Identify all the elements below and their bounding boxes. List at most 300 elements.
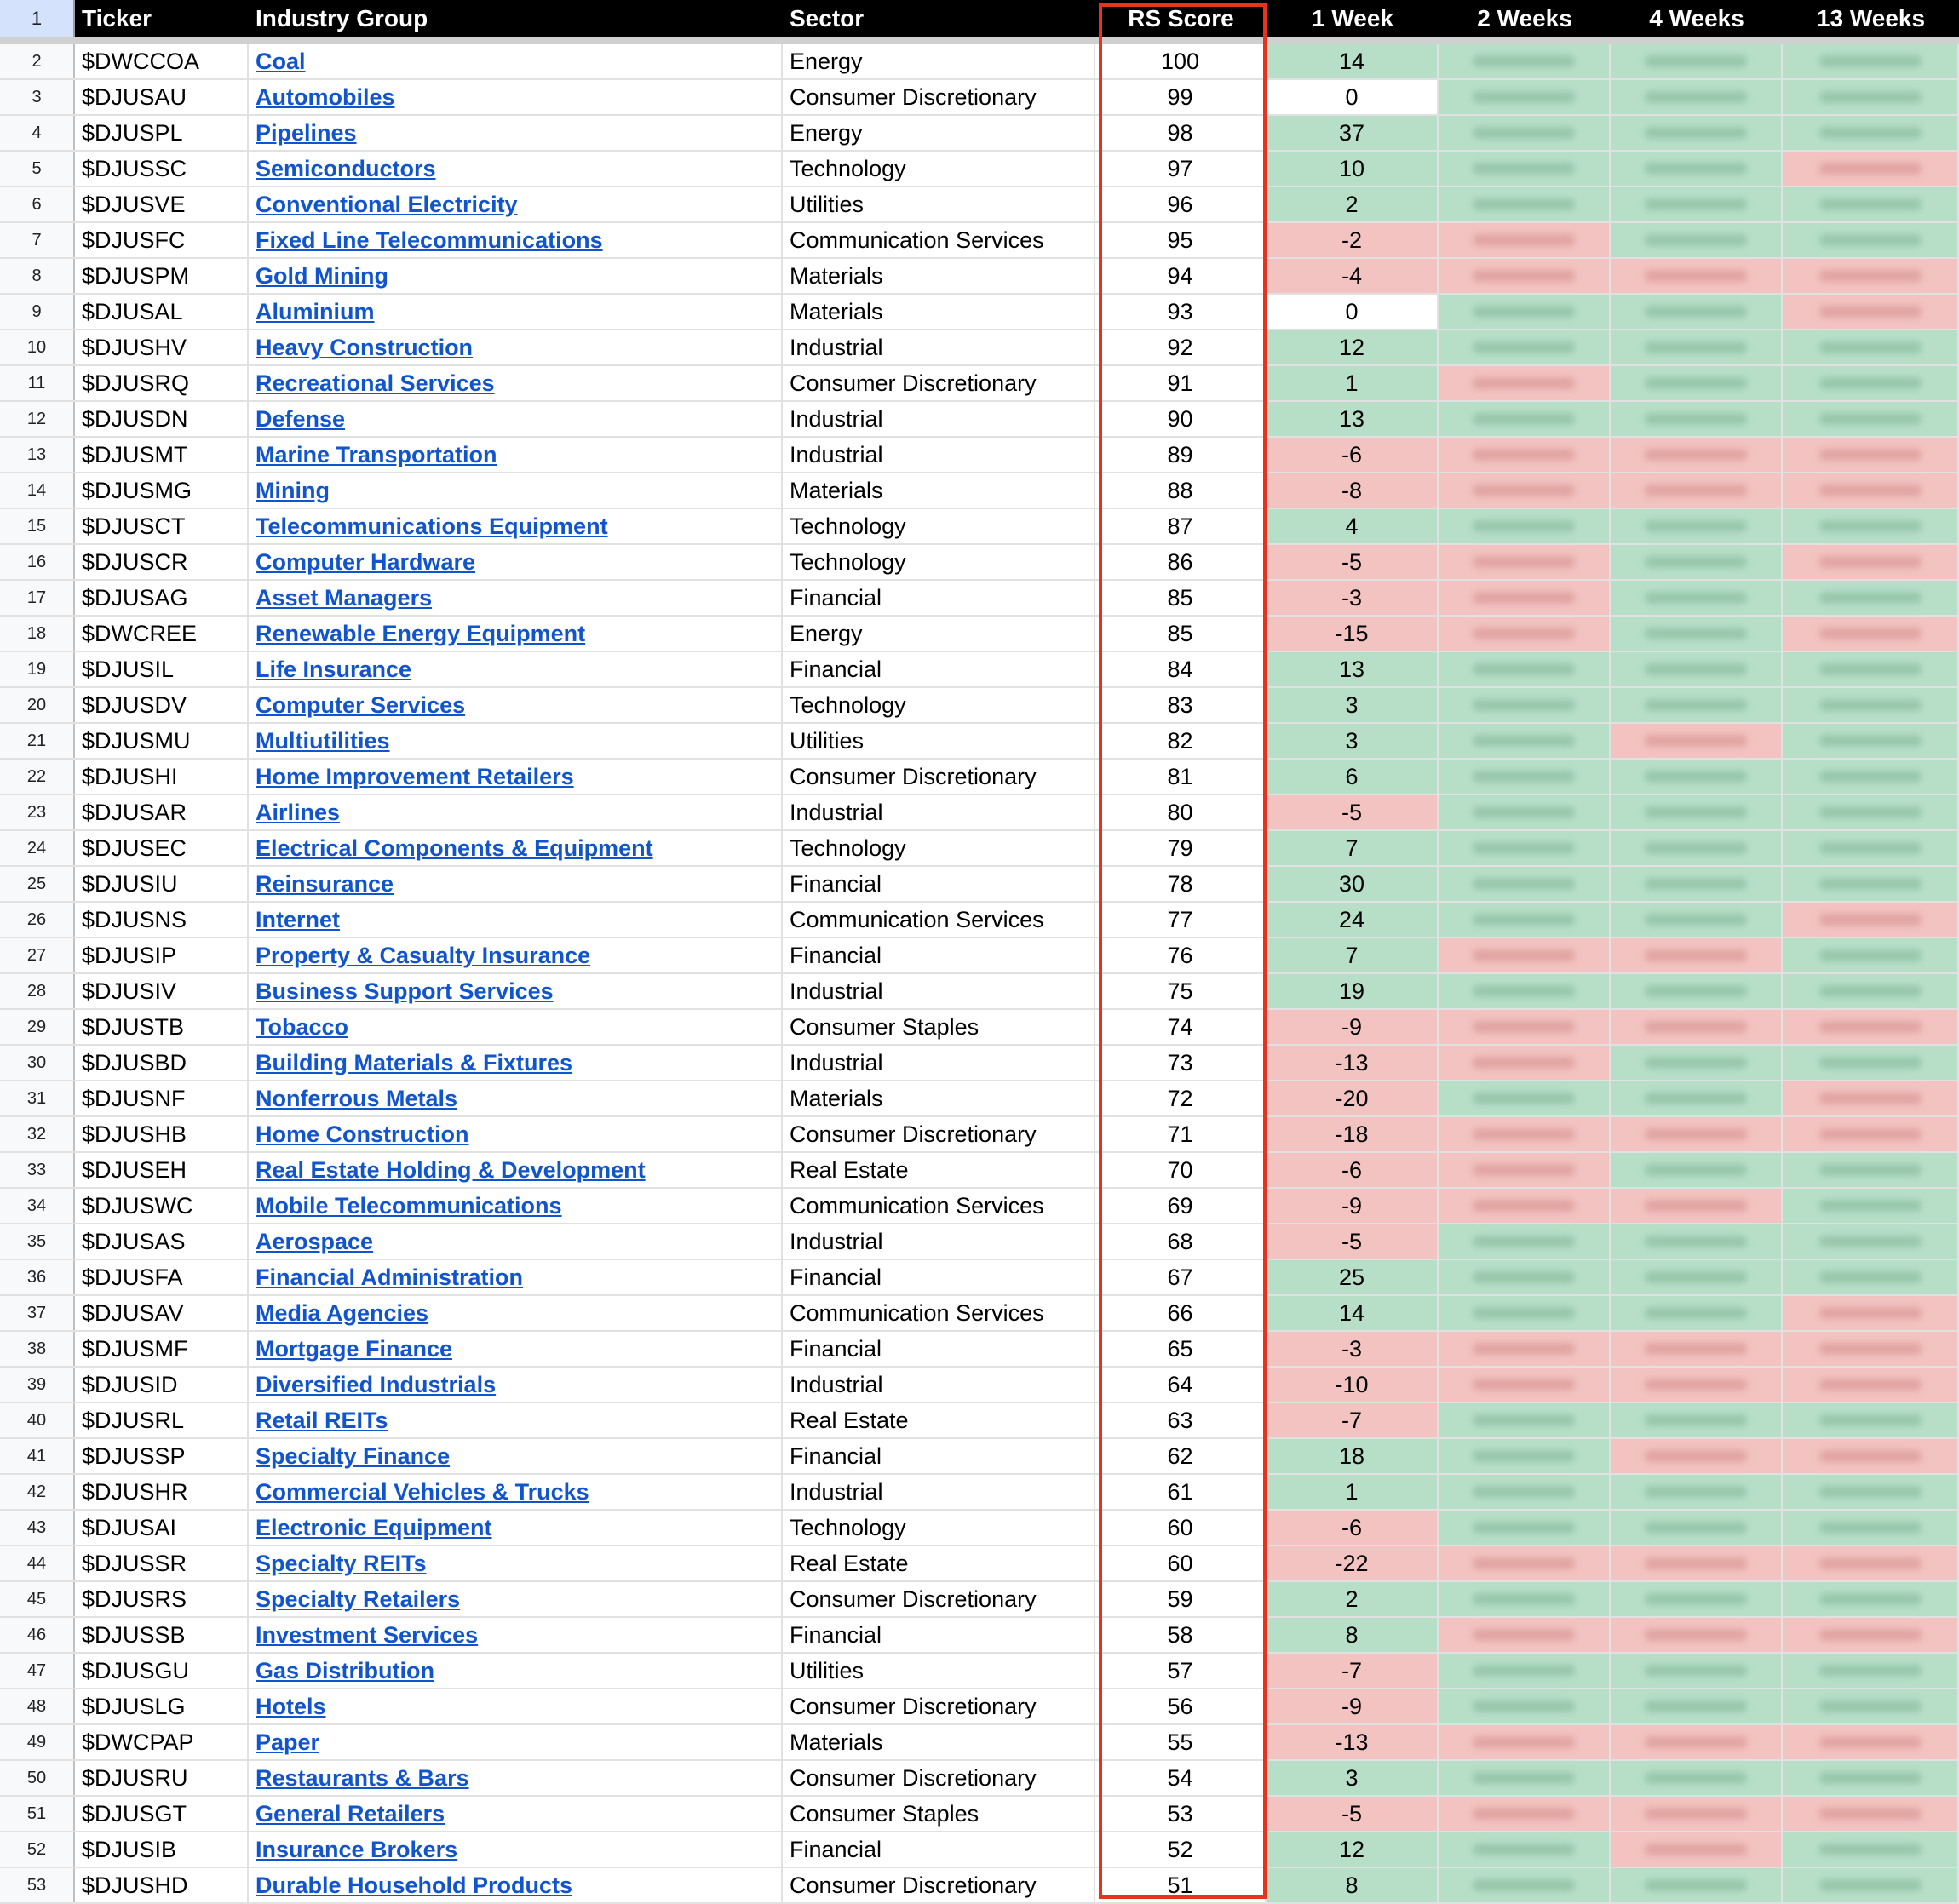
row-number[interactable]: 50 — [0, 1761, 75, 1795]
thirteen-week-change-cell-redacted[interactable] — [1783, 545, 1959, 579]
industry-group-cell[interactable] — [249, 760, 783, 794]
four-week-change-cell-redacted[interactable] — [1611, 1260, 1783, 1294]
industry-group-link[interactable]: Internet — [256, 907, 341, 932]
industry-group-link[interactable]: Coal — [256, 49, 306, 74]
one-week-change-cell[interactable]: 24 — [1267, 903, 1439, 937]
row-number[interactable]: 44 — [0, 1546, 75, 1580]
four-week-change-cell-redacted[interactable] — [1611, 831, 1783, 865]
four-week-change-cell-redacted[interactable] — [1611, 1832, 1783, 1867]
ticker-cell[interactable]: $DJUSRL — [75, 1403, 249, 1437]
industry-group-link[interactable]: Multiutilities — [256, 728, 390, 754]
rs-score-cell[interactable]: 100 — [1095, 44, 1267, 78]
four-week-change-cell-redacted[interactable] — [1611, 259, 1783, 293]
sector-cell[interactable]: Real Estate — [783, 1403, 1095, 1437]
ticker-cell[interactable]: $DJUSAU — [75, 80, 249, 114]
industry-group-cell[interactable] — [249, 1260, 783, 1294]
industry-group-cell[interactable] — [249, 1439, 783, 1473]
row-number[interactable]: 29 — [0, 1010, 75, 1044]
thirteen-week-change-cell-redacted[interactable] — [1783, 152, 1959, 186]
thirteen-week-change-cell-redacted[interactable] — [1783, 1475, 1959, 1509]
four-week-change-cell-redacted[interactable] — [1611, 402, 1783, 436]
row-number[interactable]: 12 — [0, 402, 75, 436]
thirteen-week-change-cell-redacted[interactable] — [1783, 831, 1959, 865]
sector-cell[interactable]: Energy — [783, 116, 1095, 150]
sector-cell[interactable]: Technology — [783, 1511, 1095, 1545]
sector-cell[interactable]: Energy — [783, 44, 1095, 78]
four-week-change-cell-redacted[interactable] — [1611, 688, 1783, 722]
row-number[interactable]: 5 — [0, 152, 75, 186]
four-week-change-cell-redacted[interactable] — [1611, 116, 1783, 150]
industry-group-link[interactable]: Restaurants & Bars — [256, 1765, 469, 1791]
industry-group-link[interactable]: Electronic Equipment — [256, 1515, 492, 1540]
industry-group-link[interactable]: General Retailers — [256, 1801, 445, 1827]
rs-score-cell[interactable]: 52 — [1095, 1832, 1267, 1867]
ticker-cell[interactable]: $DWCREE — [75, 617, 249, 651]
industry-group-link[interactable]: Mining — [256, 478, 330, 503]
one-week-change-cell[interactable]: -9 — [1267, 1010, 1439, 1044]
industry-group-cell[interactable] — [249, 1368, 783, 1402]
sector-cell[interactable]: Real Estate — [783, 1153, 1095, 1187]
two-week-change-cell-redacted[interactable] — [1439, 1654, 1611, 1688]
ticker-cell[interactable]: $DJUSIV — [75, 974, 249, 1008]
ticker-cell[interactable]: $DJUSRQ — [75, 366, 249, 400]
thirteen-week-change-cell-redacted[interactable] — [1783, 1546, 1959, 1580]
rs-score-cell[interactable]: 90 — [1095, 402, 1267, 436]
one-week-change-cell[interactable]: -15 — [1267, 617, 1439, 651]
thirteen-week-change-cell-redacted[interactable] — [1783, 1296, 1959, 1330]
one-week-change-cell[interactable]: 12 — [1267, 1832, 1439, 1867]
rs-score-cell[interactable]: 53 — [1095, 1797, 1267, 1831]
row-number[interactable]: 39 — [0, 1368, 75, 1402]
one-week-change-cell[interactable]: 1 — [1267, 366, 1439, 400]
industry-group-cell[interactable] — [249, 867, 783, 901]
column-header-4-weeks[interactable]: 4 Weeks — [1649, 5, 1744, 32]
industry-group-cell[interactable] — [249, 724, 783, 758]
one-week-change-cell[interactable]: 19 — [1267, 974, 1439, 1008]
industry-group-cell[interactable] — [249, 152, 783, 186]
industry-group-link[interactable]: Commercial Vehicles & Trucks — [256, 1479, 589, 1505]
one-week-change-cell[interactable]: 25 — [1267, 1260, 1439, 1294]
four-week-change-cell-redacted[interactable] — [1611, 1403, 1783, 1437]
one-week-change-cell[interactable]: 8 — [1267, 1618, 1439, 1652]
four-week-change-cell-redacted[interactable] — [1611, 1546, 1783, 1580]
industry-group-link[interactable]: Paper — [256, 1729, 320, 1755]
industry-group-link[interactable]: Electrical Components & Equipment — [256, 835, 653, 861]
industry-group-cell[interactable] — [249, 652, 783, 686]
sector-cell[interactable]: Consumer Discretionary — [783, 1868, 1095, 1902]
one-week-change-cell[interactable]: -3 — [1267, 581, 1439, 615]
four-week-change-cell-redacted[interactable] — [1611, 295, 1783, 329]
industry-group-cell[interactable] — [249, 1546, 783, 1580]
thirteen-week-change-cell-redacted[interactable] — [1783, 974, 1959, 1008]
row-number[interactable]: 40 — [0, 1403, 75, 1437]
two-week-change-cell-redacted[interactable] — [1439, 1332, 1611, 1366]
thirteen-week-change-cell-redacted[interactable] — [1783, 116, 1959, 150]
row-number[interactable]: 48 — [0, 1689, 75, 1723]
one-week-change-cell[interactable]: 14 — [1267, 1296, 1439, 1330]
row-number[interactable]: 43 — [0, 1511, 75, 1545]
rs-score-cell[interactable]: 76 — [1095, 938, 1267, 972]
industry-group-cell[interactable] — [249, 795, 783, 829]
row-number[interactable]: 8 — [0, 259, 75, 293]
industry-group-cell[interactable] — [249, 473, 783, 508]
industry-group-link[interactable]: Heavy Construction — [256, 335, 474, 360]
industry-group-cell[interactable] — [249, 366, 783, 400]
sector-cell[interactable]: Industrial — [783, 1046, 1095, 1080]
two-week-change-cell-redacted[interactable] — [1439, 938, 1611, 972]
four-week-change-cell-redacted[interactable] — [1611, 44, 1783, 78]
thirteen-week-change-cell-redacted[interactable] — [1783, 1832, 1959, 1867]
industry-group-cell[interactable] — [249, 1332, 783, 1366]
row-number[interactable]: 17 — [0, 581, 75, 615]
industry-group-cell[interactable] — [249, 1689, 783, 1723]
one-week-change-cell[interactable]: -20 — [1267, 1081, 1439, 1115]
sector-cell[interactable]: Utilities — [783, 1654, 1095, 1688]
industry-group-link[interactable]: Home Improvement Retailers — [256, 764, 574, 789]
thirteen-week-change-cell-redacted[interactable] — [1783, 1260, 1959, 1294]
industry-group-cell[interactable] — [249, 80, 783, 114]
two-week-change-cell-redacted[interactable] — [1439, 402, 1611, 436]
thirteen-week-change-cell-redacted[interactable] — [1783, 1868, 1959, 1902]
ticker-cell[interactable]: $DJUSFA — [75, 1260, 249, 1294]
four-week-change-cell-redacted[interactable] — [1611, 330, 1783, 364]
thirteen-week-change-cell-redacted[interactable] — [1783, 1117, 1959, 1151]
sector-cell[interactable]: Consumer Discretionary — [783, 1761, 1095, 1795]
one-week-change-cell[interactable]: 3 — [1267, 724, 1439, 758]
four-week-change-cell-redacted[interactable] — [1611, 1582, 1783, 1616]
industry-group-cell[interactable] — [249, 1868, 783, 1902]
industry-group-link[interactable]: Home Construction — [256, 1121, 469, 1147]
sector-cell[interactable]: Consumer Staples — [783, 1797, 1095, 1831]
rs-score-cell[interactable]: 98 — [1095, 116, 1267, 150]
ticker-cell[interactable]: $DJUSMG — [75, 473, 249, 508]
row-number[interactable]: 35 — [0, 1224, 75, 1259]
rs-score-cell[interactable]: 87 — [1095, 509, 1267, 543]
two-week-change-cell-redacted[interactable] — [1439, 1010, 1611, 1044]
row-number[interactable]: 27 — [0, 938, 75, 972]
rs-score-cell[interactable]: 51 — [1095, 1868, 1267, 1902]
row-number[interactable]: 42 — [0, 1475, 75, 1509]
two-week-change-cell-redacted[interactable] — [1439, 509, 1611, 543]
industry-group-link[interactable]: Diversified Industrials — [256, 1372, 497, 1397]
industry-group-cell[interactable] — [249, 1832, 783, 1867]
one-week-change-cell[interactable]: 6 — [1267, 760, 1439, 794]
four-week-change-cell-redacted[interactable] — [1611, 1117, 1783, 1151]
row-number[interactable]: 4 — [0, 116, 75, 150]
thirteen-week-change-cell-redacted[interactable] — [1783, 295, 1959, 329]
rs-score-cell[interactable]: 71 — [1095, 1117, 1267, 1151]
rs-score-cell[interactable]: 60 — [1095, 1546, 1267, 1580]
industry-group-cell[interactable] — [249, 259, 783, 293]
two-week-change-cell-redacted[interactable] — [1439, 1368, 1611, 1402]
industry-group-link[interactable]: Tobacco — [256, 1014, 349, 1040]
industry-group-link[interactable]: Conventional Electricity — [256, 192, 518, 217]
two-week-change-cell-redacted[interactable] — [1439, 1761, 1611, 1795]
rs-score-cell[interactable]: 83 — [1095, 688, 1267, 722]
thirteen-week-change-cell-redacted[interactable] — [1783, 867, 1959, 901]
ticker-cell[interactable]: $DJUSNF — [75, 1081, 249, 1115]
industry-group-link[interactable]: Mortgage Finance — [256, 1336, 453, 1362]
industry-group-link[interactable]: Pipelines — [256, 120, 357, 146]
four-week-change-cell-redacted[interactable] — [1611, 760, 1783, 794]
row-number[interactable]: 33 — [0, 1153, 75, 1187]
sector-cell[interactable]: Financial — [783, 867, 1095, 901]
one-week-change-cell[interactable]: -2 — [1267, 223, 1439, 257]
industry-group-cell[interactable] — [249, 1010, 783, 1044]
thirteen-week-change-cell-redacted[interactable] — [1783, 366, 1959, 400]
two-week-change-cell-redacted[interactable] — [1439, 1296, 1611, 1330]
rs-score-cell[interactable]: 63 — [1095, 1403, 1267, 1437]
two-week-change-cell-redacted[interactable] — [1439, 903, 1611, 937]
one-week-change-cell[interactable]: 30 — [1267, 867, 1439, 901]
four-week-change-cell-redacted[interactable] — [1611, 80, 1783, 114]
sector-cell[interactable]: Industrial — [783, 974, 1095, 1008]
two-week-change-cell-redacted[interactable] — [1439, 438, 1611, 472]
four-week-change-cell-redacted[interactable] — [1611, 795, 1783, 829]
one-week-change-cell[interactable]: 13 — [1267, 402, 1439, 436]
sector-cell[interactable]: Technology — [783, 831, 1095, 865]
ticker-cell[interactable]: $DJUSCT — [75, 509, 249, 543]
thirteen-week-change-cell-redacted[interactable] — [1783, 1654, 1959, 1688]
row-number[interactable]: 34 — [0, 1189, 75, 1223]
row-number[interactable]: 36 — [0, 1260, 75, 1294]
one-week-change-cell[interactable]: -7 — [1267, 1403, 1439, 1437]
rs-score-cell[interactable]: 65 — [1095, 1332, 1267, 1366]
one-week-change-cell[interactable]: 4 — [1267, 509, 1439, 543]
sector-cell[interactable]: Utilities — [783, 187, 1095, 221]
thirteen-week-change-cell-redacted[interactable] — [1783, 1761, 1959, 1795]
rs-score-cell[interactable]: 64 — [1095, 1368, 1267, 1402]
row-number[interactable]: 28 — [0, 974, 75, 1008]
industry-group-cell[interactable] — [249, 1654, 783, 1688]
row-number[interactable]: 46 — [0, 1618, 75, 1652]
sector-cell[interactable]: Consumer Discretionary — [783, 80, 1095, 114]
thirteen-week-change-cell-redacted[interactable] — [1783, 581, 1959, 615]
rs-score-cell[interactable]: 54 — [1095, 1761, 1267, 1795]
sector-cell[interactable]: Materials — [783, 1725, 1095, 1759]
thirteen-week-change-cell-redacted[interactable] — [1783, 1010, 1959, 1044]
rs-score-cell[interactable]: 91 — [1095, 366, 1267, 400]
sector-cell[interactable]: Materials — [783, 1081, 1095, 1115]
industry-group-link[interactable]: Property & Casualty Insurance — [256, 943, 591, 968]
ticker-cell[interactable]: $DJUSHD — [75, 1868, 249, 1902]
one-week-change-cell[interactable]: 2 — [1267, 1582, 1439, 1616]
sector-cell[interactable]: Energy — [783, 617, 1095, 651]
one-week-change-cell[interactable]: -8 — [1267, 473, 1439, 508]
ticker-cell[interactable]: $DJUSTB — [75, 1010, 249, 1044]
sector-cell[interactable]: Communication Services — [783, 1296, 1095, 1330]
industry-group-cell[interactable] — [249, 1117, 783, 1151]
industry-group-cell[interactable] — [249, 1046, 783, 1080]
thirteen-week-change-cell-redacted[interactable] — [1783, 402, 1959, 436]
two-week-change-cell-redacted[interactable] — [1439, 1224, 1611, 1259]
row-number[interactable]: 14 — [0, 473, 75, 508]
ticker-cell[interactable]: $DJUSHB — [75, 1117, 249, 1151]
rs-score-cell[interactable]: 68 — [1095, 1224, 1267, 1259]
industry-group-link[interactable]: Defense — [256, 406, 346, 432]
row-number[interactable]: 22 — [0, 760, 75, 794]
one-week-change-cell[interactable]: -7 — [1267, 1654, 1439, 1688]
two-week-change-cell-redacted[interactable] — [1439, 187, 1611, 221]
ticker-cell[interactable]: $DJUSSB — [75, 1618, 249, 1652]
sector-cell[interactable]: Technology — [783, 509, 1095, 543]
two-week-change-cell-redacted[interactable] — [1439, 223, 1611, 257]
row-number[interactable]: 11 — [0, 366, 75, 400]
row-number[interactable]: 18 — [0, 617, 75, 651]
one-week-change-cell[interactable]: 13 — [1267, 652, 1439, 686]
sector-cell[interactable]: Technology — [783, 152, 1095, 186]
industry-group-cell[interactable] — [249, 617, 783, 651]
four-week-change-cell-redacted[interactable] — [1611, 617, 1783, 651]
thirteen-week-change-cell-redacted[interactable] — [1783, 1439, 1959, 1473]
industry-group-link[interactable]: Specialty REITs — [256, 1551, 427, 1576]
thirteen-week-change-cell-redacted[interactable] — [1783, 259, 1959, 293]
rs-score-cell[interactable]: 55 — [1095, 1725, 1267, 1759]
two-week-change-cell-redacted[interactable] — [1439, 867, 1611, 901]
rs-score-cell[interactable]: 56 — [1095, 1689, 1267, 1723]
rs-score-cell[interactable]: 94 — [1095, 259, 1267, 293]
two-week-change-cell-redacted[interactable] — [1439, 473, 1611, 508]
sector-cell[interactable]: Industrial — [783, 438, 1095, 472]
industry-group-cell[interactable] — [249, 295, 783, 329]
sector-cell[interactable]: Consumer Staples — [783, 1010, 1095, 1044]
one-week-change-cell[interactable]: 0 — [1267, 295, 1439, 329]
row-number-header[interactable]: 1 — [0, 0, 75, 37]
row-number[interactable]: 32 — [0, 1117, 75, 1151]
four-week-change-cell-redacted[interactable] — [1611, 1046, 1783, 1080]
industry-group-link[interactable]: Aluminium — [256, 299, 375, 324]
industry-group-link[interactable]: Investment Services — [256, 1622, 479, 1648]
column-header-2-weeks[interactable]: 2 Weeks — [1477, 5, 1572, 32]
rs-score-cell[interactable]: 70 — [1095, 1153, 1267, 1187]
four-week-change-cell-redacted[interactable] — [1611, 938, 1783, 972]
ticker-cell[interactable]: $DJUSAG — [75, 581, 249, 615]
two-week-change-cell-redacted[interactable] — [1439, 1618, 1611, 1652]
industry-group-link[interactable]: Gas Distribution — [256, 1658, 435, 1683]
rs-score-cell[interactable]: 96 — [1095, 187, 1267, 221]
industry-group-link[interactable]: Gold Mining — [256, 263, 388, 289]
rs-score-cell[interactable]: 57 — [1095, 1654, 1267, 1688]
rs-score-cell[interactable]: 61 — [1095, 1475, 1267, 1509]
row-number[interactable]: 6 — [0, 187, 75, 221]
four-week-change-cell-redacted[interactable] — [1611, 1797, 1783, 1831]
thirteen-week-change-cell-redacted[interactable] — [1783, 795, 1959, 829]
industry-group-cell[interactable] — [249, 1511, 783, 1545]
one-week-change-cell[interactable]: -6 — [1267, 438, 1439, 472]
thirteen-week-change-cell-redacted[interactable] — [1783, 1618, 1959, 1652]
two-week-change-cell-redacted[interactable] — [1439, 760, 1611, 794]
rs-score-cell[interactable]: 58 — [1095, 1618, 1267, 1652]
rs-score-cell[interactable]: 89 — [1095, 438, 1267, 472]
industry-group-link[interactable]: Automobiles — [256, 84, 395, 110]
sector-cell[interactable]: Technology — [783, 545, 1095, 579]
row-number[interactable]: 47 — [0, 1654, 75, 1688]
industry-group-link[interactable]: Computer Services — [256, 692, 466, 718]
industry-group-cell[interactable] — [249, 974, 783, 1008]
thirteen-week-change-cell-redacted[interactable] — [1783, 1224, 1959, 1259]
ticker-cell[interactable]: $DJUSIB — [75, 1832, 249, 1867]
two-week-change-cell-redacted[interactable] — [1439, 1546, 1611, 1580]
four-week-change-cell-redacted[interactable] — [1611, 1368, 1783, 1402]
two-week-change-cell-redacted[interactable] — [1439, 1046, 1611, 1080]
two-week-change-cell-redacted[interactable] — [1439, 152, 1611, 186]
four-week-change-cell-redacted[interactable] — [1611, 1296, 1783, 1330]
thirteen-week-change-cell-redacted[interactable] — [1783, 438, 1959, 472]
rs-score-cell[interactable]: 62 — [1095, 1439, 1267, 1473]
sector-cell[interactable]: Industrial — [783, 1224, 1095, 1259]
industry-group-cell[interactable] — [249, 1475, 783, 1509]
sector-cell[interactable]: Materials — [783, 473, 1095, 508]
row-number[interactable]: 41 — [0, 1439, 75, 1473]
industry-group-link[interactable]: Building Materials & Fixtures — [256, 1050, 573, 1075]
industry-group-cell[interactable] — [249, 223, 783, 257]
one-week-change-cell[interactable]: -13 — [1267, 1725, 1439, 1759]
two-week-change-cell-redacted[interactable] — [1439, 259, 1611, 293]
ticker-cell[interactable]: $DJUSWC — [75, 1189, 249, 1223]
one-week-change-cell[interactable]: 8 — [1267, 1868, 1439, 1902]
rs-score-cell[interactable]: 60 — [1095, 1511, 1267, 1545]
four-week-change-cell-redacted[interactable] — [1611, 438, 1783, 472]
row-number[interactable]: 19 — [0, 652, 75, 686]
ticker-cell[interactable]: $DJUSDN — [75, 402, 249, 436]
two-week-change-cell-redacted[interactable] — [1439, 1832, 1611, 1867]
four-week-change-cell-redacted[interactable] — [1611, 581, 1783, 615]
industry-group-cell[interactable] — [249, 187, 783, 221]
industry-group-link[interactable]: Retail REITs — [256, 1408, 388, 1433]
two-week-change-cell-redacted[interactable] — [1439, 1260, 1611, 1294]
one-week-change-cell[interactable]: -10 — [1267, 1368, 1439, 1402]
four-week-change-cell-redacted[interactable] — [1611, 1332, 1783, 1366]
four-week-change-cell-redacted[interactable] — [1611, 545, 1783, 579]
rs-score-cell[interactable]: 69 — [1095, 1189, 1267, 1223]
rs-score-cell[interactable]: 97 — [1095, 152, 1267, 186]
thirteen-week-change-cell-redacted[interactable] — [1783, 223, 1959, 257]
one-week-change-cell[interactable]: -9 — [1267, 1189, 1439, 1223]
sector-cell[interactable]: Consumer Discretionary — [783, 1689, 1095, 1723]
thirteen-week-change-cell-redacted[interactable] — [1783, 509, 1959, 543]
industry-group-cell[interactable] — [249, 1189, 783, 1223]
row-number[interactable]: 16 — [0, 545, 75, 579]
rs-score-cell[interactable]: 80 — [1095, 795, 1267, 829]
industry-group-cell[interactable] — [249, 116, 783, 150]
row-number[interactable]: 49 — [0, 1725, 75, 1759]
one-week-change-cell[interactable]: 1 — [1267, 1475, 1439, 1509]
sector-cell[interactable]: Financial — [783, 1439, 1095, 1473]
ticker-cell[interactable]: $DJUSGT — [75, 1797, 249, 1831]
ticker-cell[interactable]: $DJUSAV — [75, 1296, 249, 1330]
industry-group-link[interactable]: Reinsurance — [256, 871, 394, 897]
industry-group-cell[interactable] — [249, 903, 783, 937]
one-week-change-cell[interactable]: 0 — [1267, 80, 1439, 114]
column-header-ticker[interactable]: Ticker — [82, 5, 152, 32]
sector-cell[interactable]: Materials — [783, 259, 1095, 293]
ticker-cell[interactable]: $DJUSMT — [75, 438, 249, 472]
column-header-13-weeks[interactable]: 13 Weeks — [1816, 5, 1926, 32]
industry-group-cell[interactable] — [249, 688, 783, 722]
sector-cell[interactable]: Materials — [783, 295, 1095, 329]
two-week-change-cell-redacted[interactable] — [1439, 1868, 1611, 1902]
row-number[interactable]: 23 — [0, 795, 75, 829]
industry-group-cell[interactable] — [249, 1153, 783, 1187]
industry-group-link[interactable]: Media Agencies — [256, 1300, 429, 1326]
rs-score-cell[interactable]: 88 — [1095, 473, 1267, 508]
two-week-change-cell-redacted[interactable] — [1439, 1475, 1611, 1509]
ticker-cell[interactable]: $DJUSMF — [75, 1332, 249, 1366]
thirteen-week-change-cell-redacted[interactable] — [1783, 903, 1959, 937]
ticker-cell[interactable]: $DJUSLG — [75, 1689, 249, 1723]
thirteen-week-change-cell-redacted[interactable] — [1783, 1081, 1959, 1115]
column-header-industry-group[interactable]: Industry Group — [256, 5, 428, 32]
